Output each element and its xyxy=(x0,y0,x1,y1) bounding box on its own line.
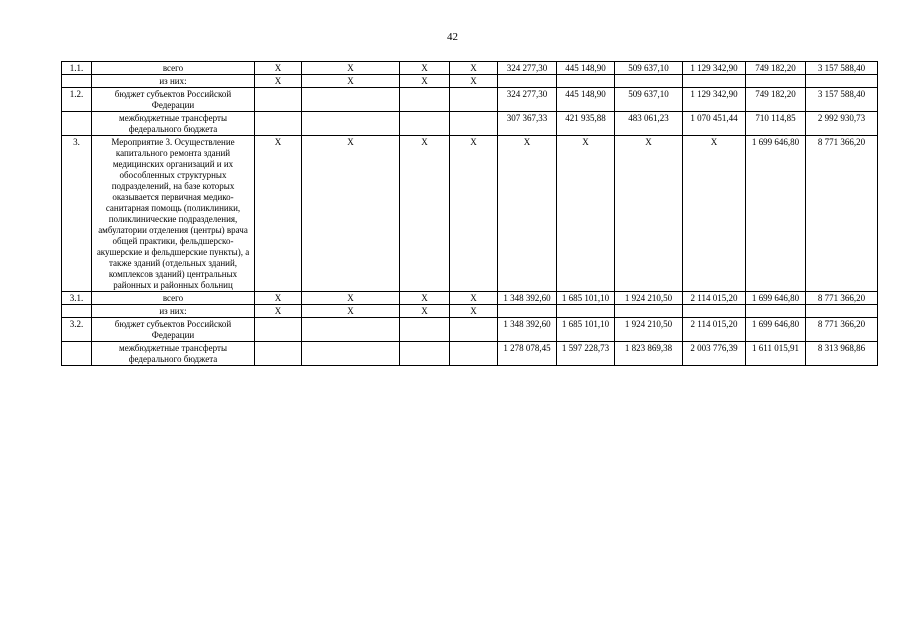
value-cell: 1 699 646,80 xyxy=(746,318,806,342)
description-cell: межбюджетные трансферты федерального бюджета xyxy=(92,112,255,136)
mark-cell xyxy=(450,342,498,366)
value-cell: 2 003 776,39 xyxy=(683,342,746,366)
value-cell xyxy=(498,75,557,88)
mark-cell xyxy=(302,88,400,112)
mark-cell xyxy=(255,112,302,136)
value-cell: Х xyxy=(615,136,683,292)
value-cell: Х xyxy=(683,136,746,292)
total-cell: 3 157 588,40 xyxy=(806,62,878,75)
table-row xyxy=(62,342,878,366)
mark-cell: Х xyxy=(400,136,450,292)
mark-cell xyxy=(450,88,498,112)
mark-cell: Х xyxy=(400,305,450,318)
mark-cell: Х xyxy=(450,136,498,292)
mark-cell xyxy=(400,318,450,342)
mark-cell: Х xyxy=(302,62,400,75)
description-cell: из них: xyxy=(92,305,255,318)
description-cell: из них: xyxy=(92,75,255,88)
mark-cell xyxy=(400,342,450,366)
total-cell xyxy=(806,75,878,88)
total-cell xyxy=(806,305,878,318)
mark-cell: Х xyxy=(400,75,450,88)
budget-table xyxy=(61,61,878,366)
mark-cell: Х xyxy=(302,305,400,318)
page-number: 42 xyxy=(447,31,458,43)
value-cell: 1 699 646,80 xyxy=(746,292,806,305)
mark-cell xyxy=(255,318,302,342)
total-cell: 8 771 366,20 xyxy=(806,318,878,342)
value-cell: 710 114,85 xyxy=(746,112,806,136)
table-row xyxy=(62,136,878,292)
value-cell: 324 277,30 xyxy=(498,62,557,75)
row-number-cell: 1.2. xyxy=(62,88,92,112)
mark-cell xyxy=(450,318,498,342)
row-number-cell xyxy=(62,305,92,318)
value-cell: 1 348 392,60 xyxy=(498,318,557,342)
value-cell xyxy=(683,75,746,88)
row-number-cell xyxy=(62,112,92,136)
total-cell: 3 157 588,40 xyxy=(806,88,878,112)
mark-cell: Х xyxy=(255,136,302,292)
mark-cell xyxy=(302,342,400,366)
value-cell: 483 061,23 xyxy=(615,112,683,136)
total-cell: 2 992 930,73 xyxy=(806,112,878,136)
mark-cell: Х xyxy=(400,292,450,305)
value-cell: 1 685 101,10 xyxy=(557,318,615,342)
total-cell: 8 313 968,86 xyxy=(806,342,878,366)
mark-cell: Х xyxy=(450,292,498,305)
table-row xyxy=(62,292,878,305)
mark-cell xyxy=(302,318,400,342)
mark-cell xyxy=(400,88,450,112)
row-number-cell: 1.1. xyxy=(62,62,92,75)
value-cell: 445 148,90 xyxy=(557,62,615,75)
value-cell xyxy=(557,75,615,88)
value-cell: Х xyxy=(557,136,615,292)
row-number-cell: 3.2. xyxy=(62,318,92,342)
value-cell: 1 611 015,91 xyxy=(746,342,806,366)
value-cell: 509 637,10 xyxy=(615,62,683,75)
mark-cell: Х xyxy=(450,75,498,88)
value-cell xyxy=(615,305,683,318)
value-cell: 2 114 015,20 xyxy=(683,318,746,342)
value-cell: 307 367,33 xyxy=(498,112,557,136)
total-cell: 8 771 366,20 xyxy=(806,292,878,305)
value-cell: 445 148,90 xyxy=(557,88,615,112)
mark-cell xyxy=(255,342,302,366)
row-number-cell xyxy=(62,75,92,88)
description-cell: Мероприятие 3. Осуществление капитального ремонта зданий медицинских организаций и их обособленных структурных подразделений, на базе которых оказывается первичная медико-санитарная помощь (поликлиники, поликлинические подразделения, амбулатории отделения (центры) врача общей практики, фельдшерско-акушерские и фельдшерские пункты), а также зданий (отдельных зданий, комплексов зданий) центральных районных и районных больниц xyxy=(92,136,255,292)
description-cell: бюджет субъектов Российской Федерации xyxy=(92,318,255,342)
value-cell: 1 278 078,45 xyxy=(498,342,557,366)
description-cell: бюджет субъектов Российской Федерации xyxy=(92,88,255,112)
mark-cell: Х xyxy=(450,62,498,75)
value-cell xyxy=(683,305,746,318)
table-row xyxy=(62,305,878,318)
row-number-cell: 3. xyxy=(62,136,92,292)
value-cell: 1 699 646,80 xyxy=(746,136,806,292)
mark-cell: Х xyxy=(255,75,302,88)
value-cell: 1 129 342,90 xyxy=(683,62,746,75)
mark-cell xyxy=(450,112,498,136)
value-cell: 1 685 101,10 xyxy=(557,292,615,305)
value-cell: 749 182,20 xyxy=(746,88,806,112)
value-cell: 1 924 210,50 xyxy=(615,318,683,342)
mark-cell: Х xyxy=(255,62,302,75)
value-cell: 1 597 228,73 xyxy=(557,342,615,366)
table-row xyxy=(62,88,878,112)
table-row xyxy=(62,75,878,88)
value-cell: 509 637,10 xyxy=(615,88,683,112)
mark-cell xyxy=(255,88,302,112)
mark-cell xyxy=(400,112,450,136)
mark-cell: Х xyxy=(255,305,302,318)
table-row xyxy=(62,318,878,342)
value-cell: Х xyxy=(498,136,557,292)
value-cell: 2 114 015,20 xyxy=(683,292,746,305)
value-cell xyxy=(557,305,615,318)
description-cell: межбюджетные трансферты федерального бюджета xyxy=(92,342,255,366)
value-cell xyxy=(746,75,806,88)
value-cell: 324 277,30 xyxy=(498,88,557,112)
table-row xyxy=(62,112,878,136)
value-cell: 1 070 451,44 xyxy=(683,112,746,136)
mark-cell: Х xyxy=(450,305,498,318)
value-cell xyxy=(498,305,557,318)
mark-cell: Х xyxy=(302,136,400,292)
value-cell: 1 924 210,50 xyxy=(615,292,683,305)
value-cell xyxy=(746,305,806,318)
mark-cell: Х xyxy=(302,292,400,305)
value-cell: 421 935,88 xyxy=(557,112,615,136)
value-cell: 749 182,20 xyxy=(746,62,806,75)
value-cell: 1 348 392,60 xyxy=(498,292,557,305)
mark-cell: Х xyxy=(302,75,400,88)
description-cell: всего xyxy=(92,292,255,305)
mark-cell: Х xyxy=(255,292,302,305)
total-cell: 8 771 366,20 xyxy=(806,136,878,292)
value-cell: 1 823 869,38 xyxy=(615,342,683,366)
value-cell: 1 129 342,90 xyxy=(683,88,746,112)
table-row xyxy=(62,62,878,75)
row-number-cell: 3.1. xyxy=(62,292,92,305)
mark-cell xyxy=(302,112,400,136)
row-number-cell xyxy=(62,342,92,366)
value-cell xyxy=(615,75,683,88)
description-cell: всего xyxy=(92,62,255,75)
mark-cell: Х xyxy=(400,62,450,75)
